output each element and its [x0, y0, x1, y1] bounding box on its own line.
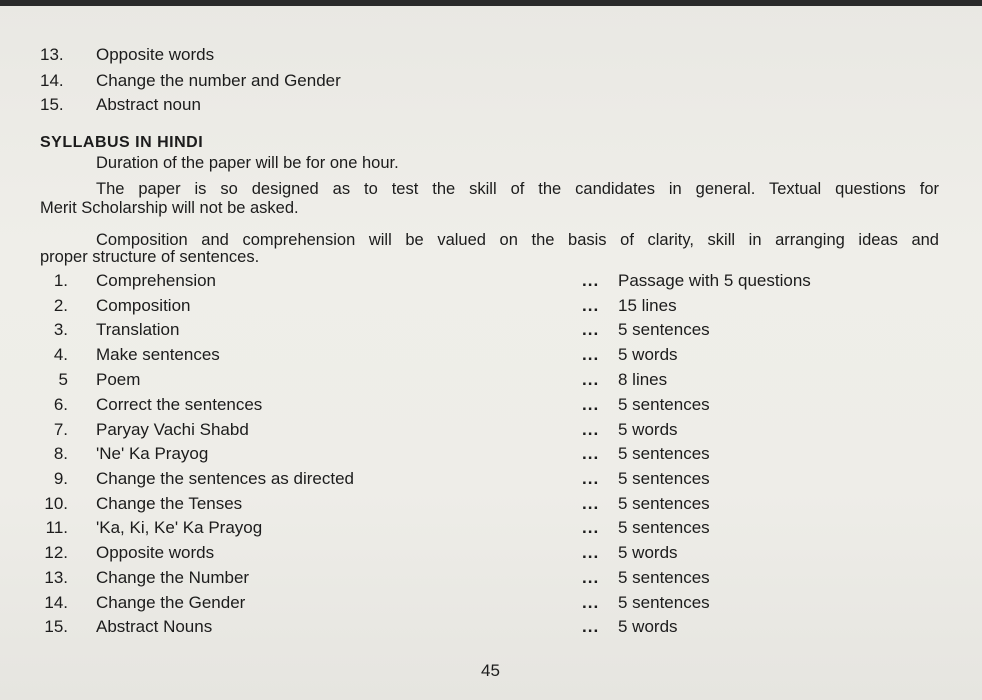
row-separator: ... — [582, 345, 600, 364]
row-separator: ... — [582, 296, 600, 315]
row-value: 5 sentences — [618, 593, 710, 612]
row-number: 8. — [53, 444, 68, 463]
row-value: 5 words — [618, 345, 678, 364]
row-separator: ... — [582, 370, 600, 389]
row-number: 2. — [53, 296, 68, 315]
section-heading: SYLLABUS IN HINDI — [40, 134, 204, 151]
row-separator: ... — [582, 617, 600, 636]
syllabus-row — [0, 343, 982, 367]
row-number: 5 — [58, 370, 68, 389]
row-number: 7. — [53, 420, 68, 439]
syllabus-row — [0, 492, 982, 516]
row-separator: ... — [582, 271, 600, 290]
row-number: 6. — [53, 395, 68, 414]
syllabus-row — [0, 318, 982, 342]
row-separator: ... — [582, 543, 600, 562]
item-number: 13. — [40, 45, 64, 64]
row-separator: ... — [582, 395, 600, 414]
syllabus-row — [0, 566, 982, 590]
row-item: Change the sentences as directed — [96, 469, 355, 488]
row-item: Paryay Vachi Shabd — [96, 420, 249, 439]
row-item: Change the Gender — [96, 593, 246, 612]
syllabus-row — [0, 294, 982, 318]
syllabus-row — [0, 541, 982, 565]
syllabus-row — [0, 442, 982, 466]
row-number: 9. — [53, 469, 68, 488]
row-value: 5 words — [618, 420, 678, 439]
row-separator: ... — [582, 518, 600, 537]
row-separator: ... — [582, 494, 600, 513]
row-number: 3. — [53, 320, 68, 339]
item-text: Abstract noun — [96, 95, 201, 114]
item-text: Change the number and Gender — [96, 71, 341, 90]
duration-text: Duration of the paper will be for one hour. — [96, 154, 399, 172]
row-value: 5 sentences — [618, 494, 710, 513]
row-number: 13. — [44, 568, 68, 587]
item-number: 14. — [40, 71, 64, 90]
row-item: Correct the sentences — [96, 395, 263, 414]
row-separator: ... — [582, 420, 600, 439]
paragraph-2-line-2: proper structure of sentences. — [40, 248, 260, 266]
row-separator: ... — [582, 444, 600, 463]
row-number: 4. — [53, 345, 68, 364]
syllabus-row — [0, 393, 982, 417]
row-number: 1. — [53, 271, 68, 290]
syllabus-row — [0, 269, 982, 293]
scan-edge — [0, 0, 982, 6]
row-item: 'Ka, Ki, Ke' Ka Prayog — [96, 518, 263, 537]
item-text: Opposite words — [96, 45, 215, 64]
row-value: 15 lines — [618, 296, 677, 315]
row-item: Make sentences — [96, 345, 220, 364]
syllabus-row — [0, 591, 982, 615]
row-value: 8 lines — [618, 370, 668, 389]
row-separator: ... — [582, 469, 600, 488]
paragraph-2-line-1: Composition and comprehension will be valued on the basis of clarity, skill in arranging ideas and — [96, 231, 939, 249]
syllabus-row — [0, 615, 982, 639]
row-separator: ... — [582, 568, 600, 587]
row-item: Change the Number — [96, 568, 250, 587]
row-value: 5 sentences — [618, 444, 710, 463]
row-item: Composition — [96, 296, 191, 315]
row-number: 15. — [44, 617, 68, 636]
row-value: 5 sentences — [618, 568, 710, 587]
syllabus-row — [0, 418, 982, 442]
row-item: 'Ne' Ka Prayog — [96, 444, 209, 463]
item-number: 15. — [40, 95, 64, 114]
row-separator: ... — [582, 593, 600, 612]
row-value: 5 words — [618, 543, 678, 562]
row-value: Passage with 5 questions — [618, 271, 811, 290]
row-value: 5 sentences — [618, 469, 710, 488]
row-item: Opposite words — [96, 543, 215, 562]
syllabus-row — [0, 467, 982, 491]
row-number: 11. — [45, 518, 68, 537]
row-value: 5 sentences — [618, 320, 710, 339]
paragraph-1-line-1: The paper is so designed as to test the skill of the candidates in general. Textual questions for — [96, 180, 939, 198]
row-value: 5 sentences — [618, 518, 710, 537]
syllabus-row — [0, 516, 982, 540]
row-number: 14. — [44, 593, 68, 612]
row-number: 10. — [44, 494, 68, 513]
row-value: 5 words — [618, 617, 678, 636]
page-number: 45 — [481, 661, 500, 680]
row-item: Poem — [96, 370, 141, 389]
row-item: Change the Tenses — [96, 494, 243, 513]
row-number: 12. — [44, 543, 68, 562]
row-item: Translation — [96, 320, 180, 339]
row-value: 5 sentences — [618, 395, 710, 414]
paragraph-1-line-2: Merit Scholarship will not be asked. — [40, 199, 299, 217]
row-separator: ... — [582, 320, 600, 339]
row-item: Comprehension — [96, 271, 217, 290]
row-item: Abstract Nouns — [96, 617, 213, 636]
syllabus-row — [0, 368, 982, 392]
